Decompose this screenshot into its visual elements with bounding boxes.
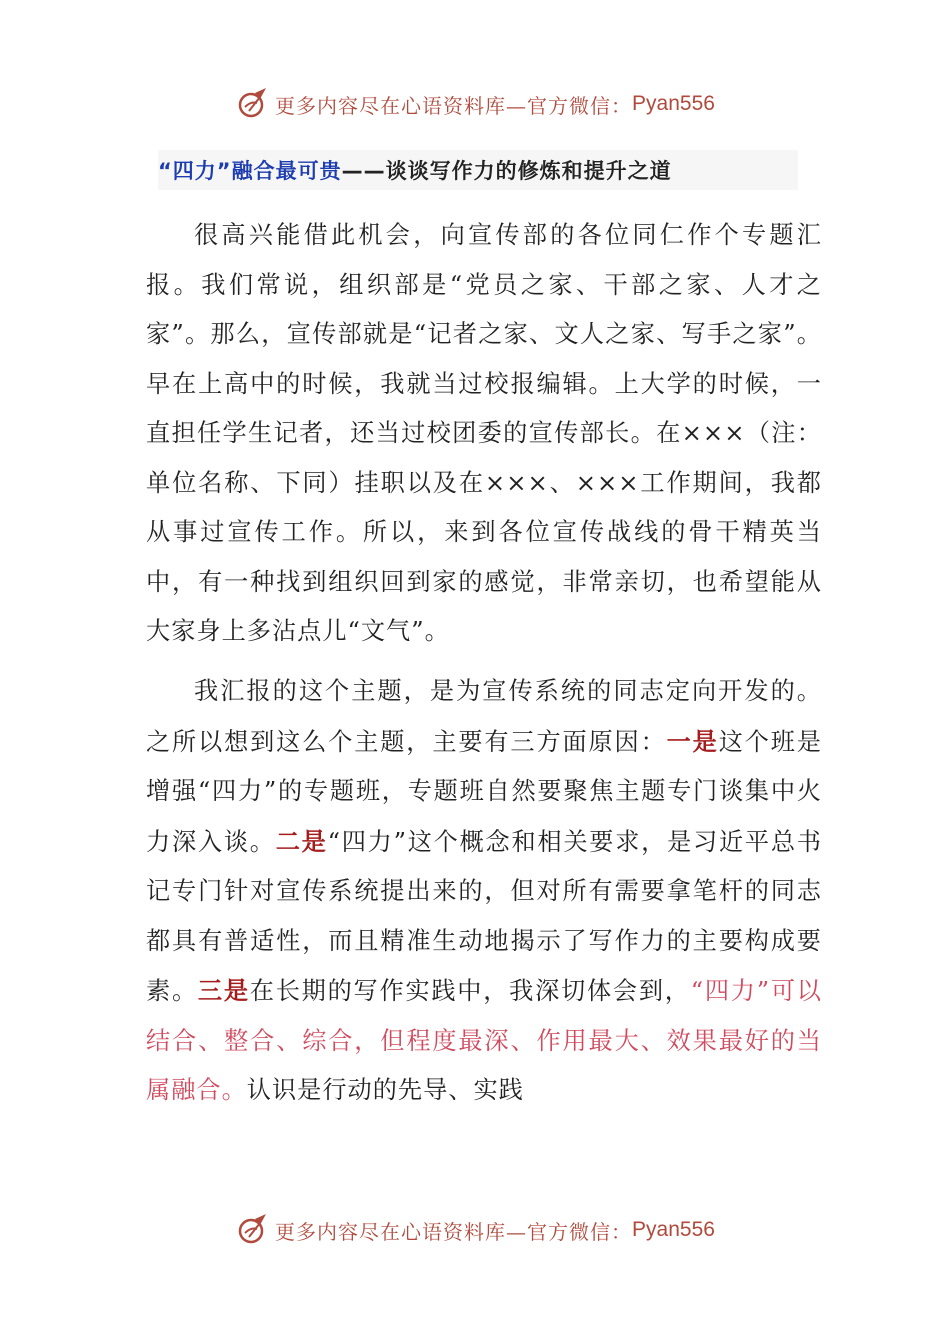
header-watermark (0, 84, 950, 124)
document-title (158, 150, 798, 190)
watermark-wechat-id: Pyan556 (632, 92, 715, 115)
title-subtitle: ——谈谈写作力的修炼和提升之道 (341, 159, 672, 183)
paragraph-1: 很高兴能借此机会，向宣传部的各位同仁作个专题汇报。我们常说，组织部是“党员之家、干部之家、人才之家”。那么，宣传部就是“记者之家、文人之家、写手之家”。早在上高中的时候，我就当过校报编辑。上大学的时候，一直担任学生记者，还当过校团委的宣传部长。在×××（注：单位名称、下同）挂职以及在×××、×××工作期间，我都从事过宣传工作。所以，来到各位宣传战线的骨干精英当中，有一种找到组织回到家的感觉，非常亲切，也希望能从大家身上多沾点儿“文气”。 (146, 221, 822, 645)
footer-watermark (0, 1210, 950, 1250)
watermark-text: 更多内容尽在心语资料库—官方微信： (275, 93, 633, 118)
title-main: “四力”融合最可贵 (158, 159, 342, 183)
p2-text-1: 我汇报的这个主题，是为宣传系统的同志定向开发的。之所以想到这么个主题，主要有三方面原因： (146, 677, 822, 756)
pen-logo-icon (235, 1213, 269, 1247)
paragraph-2 (146, 667, 822, 1116)
watermark-text: 更多内容尽在心语资料库—官方微信： (275, 1219, 633, 1244)
keyword-first: 一是 (666, 726, 719, 756)
keyword-second: 二是 (275, 826, 328, 856)
p2-text-4: 在长期的写作实践中，我深切体会到， (249, 977, 691, 1005)
keyword-third: 三是 (197, 976, 250, 1005)
watermark-wechat-id: Pyan556 (632, 1218, 715, 1241)
p2-text-2: 这个班是增强“四力”的专题班，专题班自然要聚焦主题专门谈集中火力深入谈。 (146, 727, 822, 856)
pen-logo-icon (235, 87, 269, 121)
p2-highlight: “四力”可以结合、整合、综合，但程度最深、作用最大、效果最好的当属融合。 (146, 977, 822, 1104)
p2-text-3: “四力”这个概念和相关要求，是习近平总书记专门针对宣传系统提出来的，但对所有需要拿笔杆的同志都具有普适性，而且精准生动地揭示了写作力的主要构成要素。 (146, 827, 822, 1005)
p2-text-5: 认识是行动的先导、实践 (246, 1076, 524, 1104)
